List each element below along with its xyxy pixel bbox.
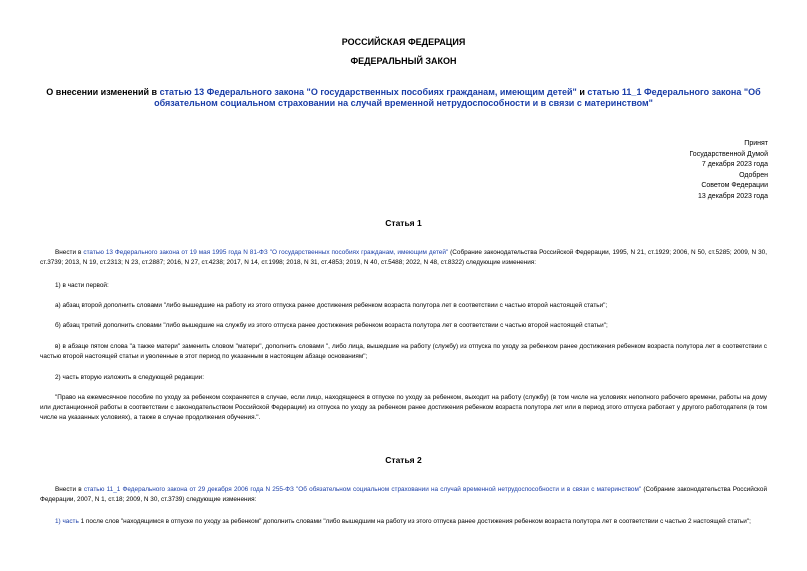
- article-1-item-2: [40, 373, 767, 383]
- country-heading: РОССИЙСКАЯ ФЕДЕРАЦИЯ: [341, 37, 466, 47]
- adopted-label: Принят: [744, 140, 768, 147]
- law-title: [40, 87, 767, 109]
- article-1-new-text-content: "Право на ежемесячное пособие по уходу за ребенком сохраняется в случае, если лицо, находящееся в отпуске по уходу за ребенком, выходит на работу (службу) (в том числе на условиях неполного рабочего времени, работы на дому или дистанционной работы в соответствии с законодательством Российской Федерации) из отпуска по уходу за ребенком ранее достижения ребенком возраста полутора лет или в период этого отпуска работает у другого работодателя (в том числе на указанных условиях), а также в случае продолжения обучения.".: [40, 394, 767, 421]
- adoption-block: [568, 139, 768, 202]
- article-2-item-1-text: 1 после слов "находящимся в отпуске по уходу за ребенком" дополнить словами "либо вышедшим на работу из этого отпуска ранее достижения ребенком возраста полутора лет в соответствии с частью 2 настоящей статьи";: [78, 518, 751, 525]
- article-1-item-b: [40, 321, 767, 331]
- approved-date: 13 декабря 2023 года: [697, 192, 768, 200]
- title-text-2: и: [576, 87, 588, 97]
- article-1-item-b-text: б) абзац третий дополнить словами "либо вышедшие на службу из этого отпуска ранее достижения ребенком возраста полутора лет в соответствии с частью второй настоящей статьи";: [55, 322, 608, 329]
- article-1-new-text: [40, 393, 767, 423]
- article-1-intro-text-1: Внести в: [55, 249, 84, 256]
- approved-by: Советом Федерации: [701, 182, 768, 189]
- title-link-article-13[interactable]: статью 13 Федерального закона "О государственных пособиях гражданам, имеющим детей": [159, 87, 577, 97]
- article-1-item-v-text: в) в абзаце пятом слова "а также матери" заменить словом "матери", дополнить словами ", либо лица, вышедшие на работу (службу) из отпуска по уходу за ребенком ранее достижения ребенком возраста полутора лет в соответствии с частью второй настоящей статьи и уволенные в этот период по указанным в настоящем абзаце основаниям";: [40, 343, 767, 360]
- article-1-intro-link[interactable]: статью 13 Федерального закона от 19 мая 1995 года N 81-ФЗ "О государственных пособиях гражданам, имеющим детей": [83, 249, 449, 256]
- article-1-item-2-text: 2) часть вторую изложить в следующей редакции:: [55, 374, 204, 381]
- article-1-intro: [40, 248, 767, 268]
- article-1-item-v: [40, 342, 767, 362]
- article-2-heading: Статья 2: [385, 455, 422, 465]
- article-2-intro: [40, 485, 767, 505]
- article-2-intro-text-1: Внести в: [55, 486, 84, 493]
- title-text-1: О внесении изменений в: [46, 87, 160, 97]
- title-link-article-11-1[interactable]: статью 11_1 Федерального закона "Об обязательном социальном страховании на случай временной нетрудоспособности и в связи с материнством": [154, 87, 761, 108]
- adopted-by: Государственной Думой: [689, 150, 768, 158]
- article-1-item-1: [40, 281, 767, 291]
- article-2-intro-text-2: (Собрание законодательства Российской Федерации, 2007, N 1, ст.18; 2009, N 30, ст.3739) следующие изменения:: [40, 486, 768, 503]
- article-1-intro-text-2: (Собрание законодательства Российской Федерации, 1995, N 21, ст.1929; 2006, N 50, ст.5285; 2009, N 30, ст.3739; 2013, N 19, ст.2313; N 23, ст.2887; 2016, N 27, ст.4238; 2017, N 14, ст.1998; 2018, N 31, ст.4853; 2019, N 40, ст.5488; 2022, N 48, ст.8322) следующие изменения:: [40, 249, 767, 266]
- adopted-date: 7 декабря 2023 года: [701, 161, 768, 168]
- article-1-item-1-text: 1) в части первой:: [55, 282, 109, 289]
- article-2-item-1: [40, 517, 767, 527]
- approved-label: Одобрен: [739, 171, 768, 179]
- article-1-heading: Статья 1: [385, 218, 422, 228]
- article-1-item-a: [40, 301, 767, 311]
- article-2-item-1-link[interactable]: 1) часть: [55, 518, 79, 525]
- law-type-heading: ФЕДЕРАЛЬНЫЙ ЗАКОН: [350, 56, 457, 66]
- article-1-item-a-text: а) абзац второй дополнить словами "либо вышедшие на работу из этого отпуска ранее достижения ребенком возраста полутора лет в соответствии с частью второй настоящей статьи";: [55, 302, 608, 309]
- article-2-intro-link[interactable]: статью 11_1 Федерального закона от 29 декабря 2006 года N 255-ФЗ "Об обязательном социальном страховании на случай временной нетрудоспособности и в связи с материнством": [83, 486, 642, 493]
